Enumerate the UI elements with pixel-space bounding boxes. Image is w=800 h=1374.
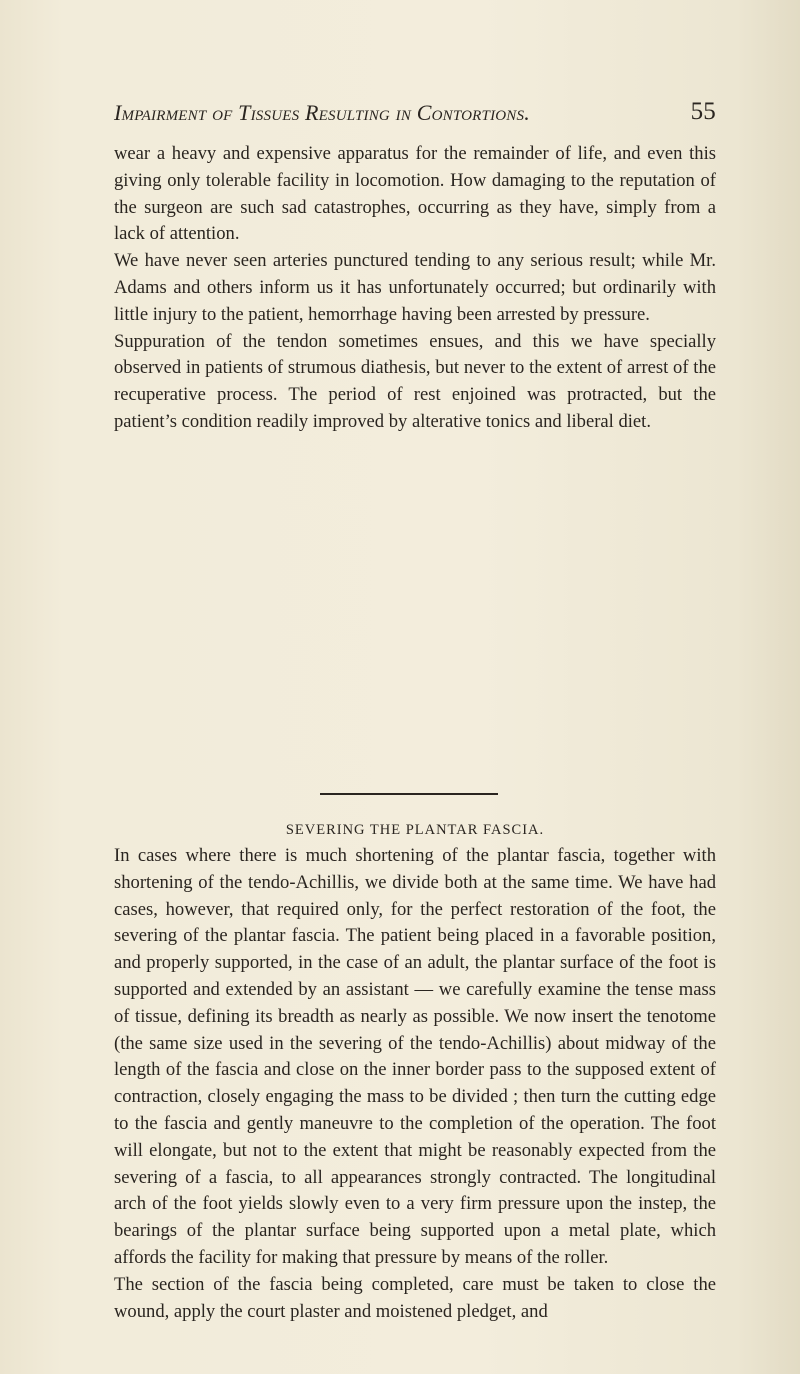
text-block-bottom — [114, 843, 716, 1325]
paragraph: wear a heavy and expensive apparatus for the remainder of life, and even this giving only tolerable facility in locomotion. How damaging to the reputation of the surgeon are such sad catastrophes, occurring as they have, simply from a lack of attention. — [114, 143, 716, 245]
paragraph: In cases where there is much shortening of the plantar fascia, together with shortening of the tendo-Achillis, we divide both at the same time. We have had cases, however, that required only, for the perfect restoration of the foot, the severing of the plantar fascia. The patient being placed in a favorable position, and properly supported, in the case of an adult, the plantar surface of the foot is supported and extended by an assistant — we carefully examine the tense mass of tissue, defining its breadth as nearly as possible. We now insert the tenotome (the same size used in the severing of the tendo-Achillis) about midway of the length of the fascia and close on the inner border pass to the supposed extent of contraction, closely engaging the mass to be divided ; then turn the cutting edge to the fascia and gently maneuvre to the completion of the operation. The foot will elongate, but not to the extent that might be reasonably expected from the severing of a fascia, to all appearances strongly contracted. The longitudinal arch of the foot yields slowly even to a very firm pressure upon the instep, the bearings of the plantar surface being supported upon a metal plate, which affords the facility for making that pressure by means of the roller. — [114, 845, 716, 1268]
paragraph: The section of the fascia being completed, care must be taken to close the wound, apply the court plaster and moistened pledget, and — [114, 1273, 716, 1322]
text-block-top — [114, 141, 716, 436]
running-header — [114, 98, 716, 134]
section-heading: SEVERING THE PLANTAR FASCIA. — [285, 822, 545, 838]
running-title: Impairment of Tissues Resulting in Contortions. — [114, 100, 530, 125]
paragraph: We have never seen arteries punctured tending to any serious result; while Mr. Adams and others inform us it has unfortunately occurred; but ordinarily with little injury to the patient, hemorrhage having been arrested by pressure. — [114, 250, 716, 325]
page-number: 55 — [690, 98, 716, 125]
paragraph: Suppuration of the tendon sometimes ensues, and this we have specially observed in patients of strumous diathesis, but never to the extent of arrest of the recuperative process. The period of rest enjoined was protracted, but the patient’s condition readily improved by alterative tonics and liberal diet. — [114, 330, 716, 432]
section-divider — [320, 793, 498, 795]
